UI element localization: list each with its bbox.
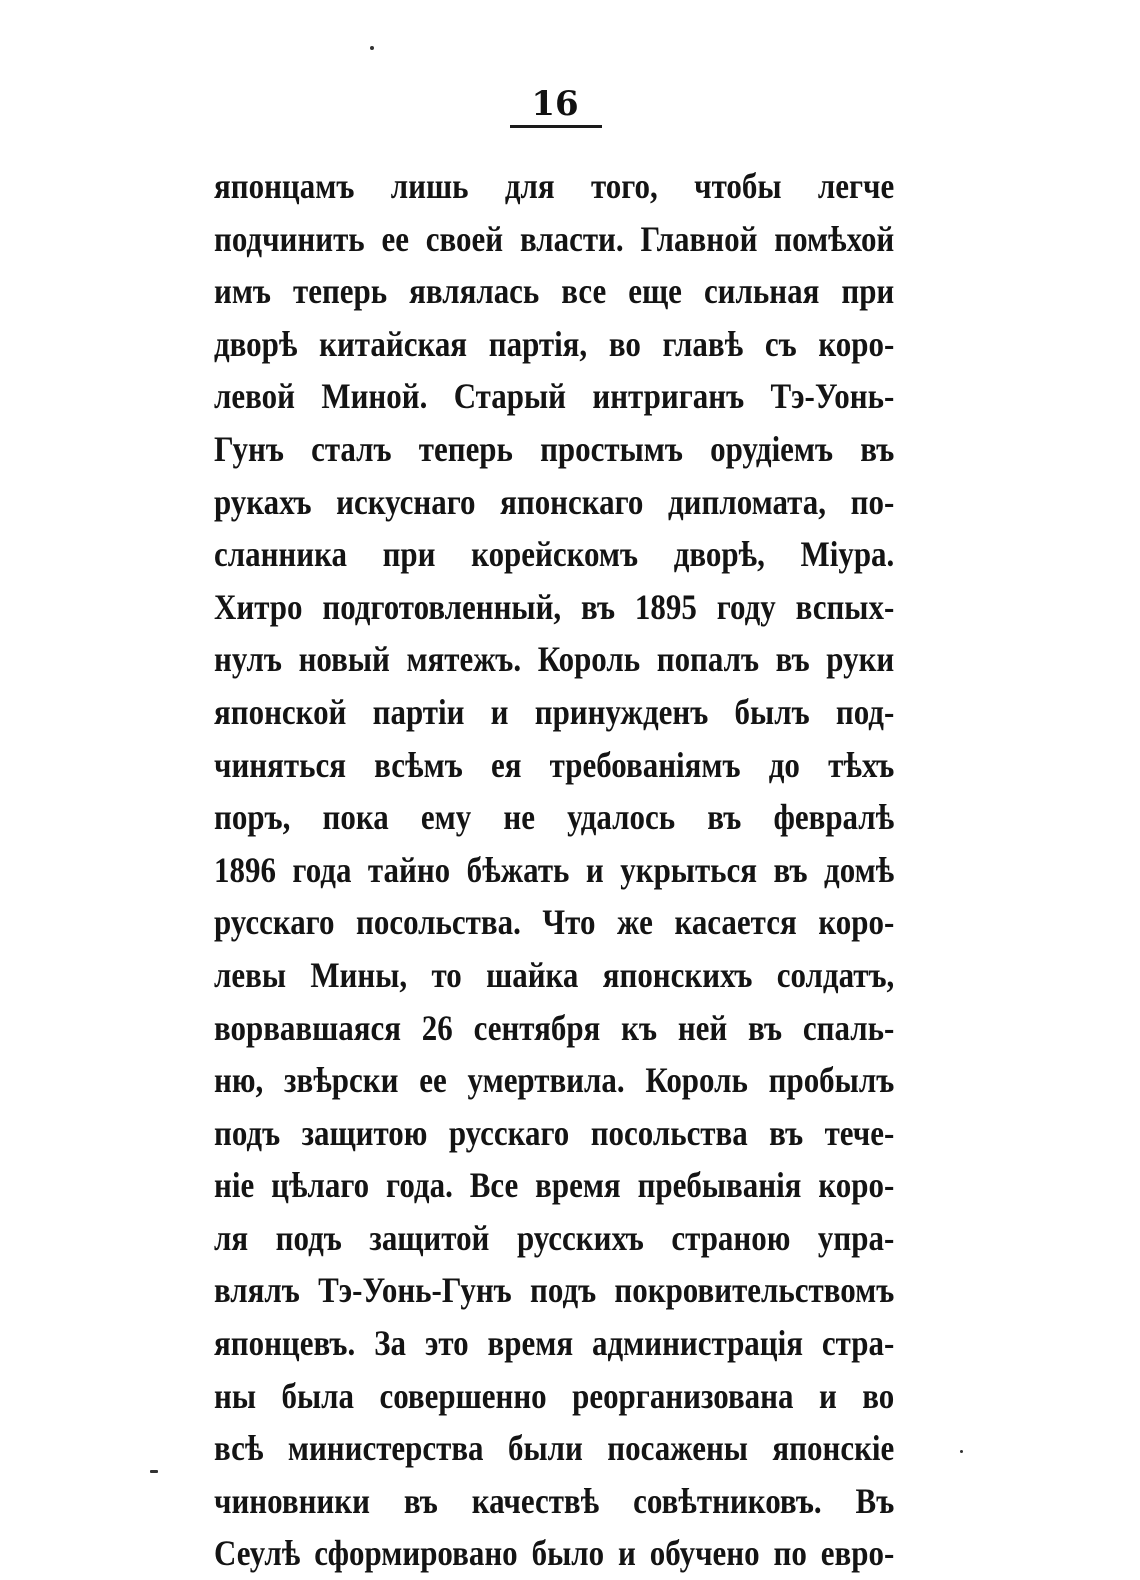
text-line: подчинить ее своей власти. Главной помѣхой xyxy=(214,218,895,259)
ink-speck xyxy=(150,1470,158,1473)
text-line: японцамъ лишь для того, чтобы легче xyxy=(214,166,895,206)
text-line: Гунъ сталъ теперь простымъ орудіемъ въ xyxy=(214,428,895,469)
text-line: чиняться всѣмъ ея требованіямъ до тѣхъ xyxy=(214,744,895,785)
text-line: левы Мины, то шайка японскихъ солдатъ, xyxy=(214,954,895,995)
text-line: подъ защитою русскаго посольства въ тече- xyxy=(214,1112,895,1153)
ink-speck xyxy=(960,1450,963,1453)
text-line: всѣ министерства были посажены японскіе xyxy=(214,1428,895,1469)
text-line: нулъ новый мятежъ. Король попалъ въ руки xyxy=(214,639,895,680)
text-line: ніе цѣлаго года. Все время пребыванія коро- xyxy=(214,1165,895,1206)
text-line: чиновники въ качествѣ совѣтниковъ. Въ xyxy=(214,1480,895,1521)
text-line: поръ, пока ему не удалось въ февралѣ xyxy=(214,797,895,838)
page-number-rule xyxy=(510,125,602,128)
text-line: дворѣ китайская партія, во главѣ съ коро- xyxy=(214,323,895,364)
text-line: имъ теперь являлась все еще сильная при xyxy=(214,271,895,312)
text-line: левой Миной. Старый интриганъ Тэ-Уонь- xyxy=(214,376,895,417)
text-line: японской партіи и принужденъ былъ под- xyxy=(214,691,895,732)
text-line: ля подъ защитой русскихъ страною упра- xyxy=(214,1217,895,1258)
body-text xyxy=(214,160,894,1580)
text-line: Хитро подготовленный, въ 1895 году вспых- xyxy=(214,586,895,627)
text-line: русскаго посольства. Что же касается коро- xyxy=(214,902,895,943)
text-line: ны была совершенно реорганизована и во xyxy=(214,1375,895,1416)
text-line: ворвавшаяся 26 сентября къ ней въ спаль- xyxy=(214,1007,895,1048)
text-line: ню, звѣрски ее умертвила. Король пробылъ xyxy=(214,1060,895,1101)
text-line: 1896 года тайно бѣжать и укрыться въ домѣ xyxy=(214,849,895,890)
text-line: рукахъ искуснаго японскаго дипломата, по- xyxy=(214,481,895,522)
page-number: 16 xyxy=(531,84,579,124)
text-line: сланника при корейскомъ дворѣ, Міура. xyxy=(214,534,895,575)
text-line: Сеулѣ сформировано было и обучено по евро- xyxy=(214,1533,895,1574)
ink-speck xyxy=(370,46,374,50)
text-line: влялъ Тэ-Уонь-Гунъ подъ покровительствомъ xyxy=(214,1270,895,1311)
text-line: японцевъ. За это время администрація стра- xyxy=(214,1323,895,1364)
